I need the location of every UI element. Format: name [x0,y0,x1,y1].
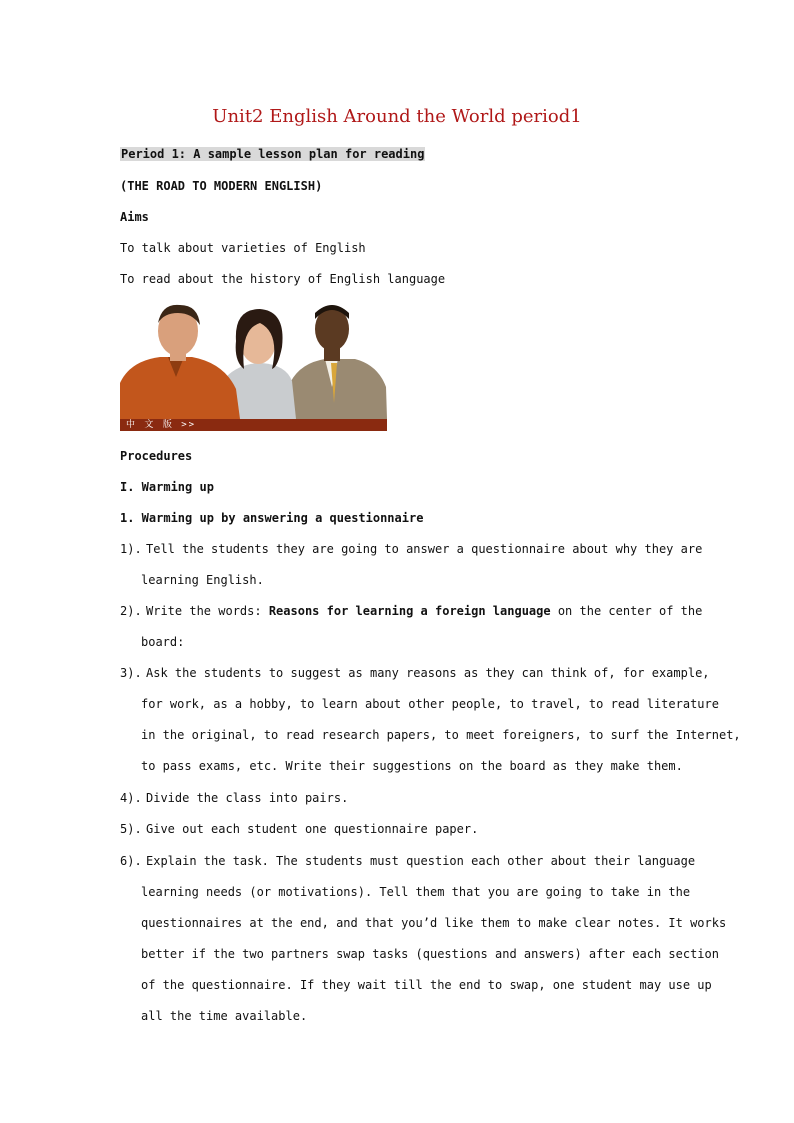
aims-label: Aims [120,210,149,224]
photo-caption-bar [120,419,387,431]
section-warming-up: I. Warming up [120,480,214,494]
page-title: Unit2 English Around the World period1 [212,106,582,127]
period-heading: Period 1: A sample lesson plan for reading [121,147,425,161]
aim-2: To read about the history of English language [120,272,446,286]
subtitle: (THE ROAD TO MODERN ENGLISH) [120,179,323,193]
subsection-questionnaire: 1. Warming up by answering a questionnaire [120,511,424,525]
document-page: Unit2 English Around the World period1 Period 1: A sample lesson plan for reading (THE ROAD TO MODERN ENGLISH) Aims To talk about varieties of English To read about the history of English language 中 文 版 >> Procedures I. Warming up 1. Warming up by answering a questionnaire 1). Tell the students they are going to answer a questionnaire about why they are learning English. 2). Write the words: Reasons for learning a foreign language on the center of the board: 3). Ask the students to suggest as many reasons as they can think of, for example, for work, as a hobby, to learn about other people, to travel, to read literature in the original, to read research papers, to meet foreigners, to surf the Internet, to pass exams, etc. Write their suggestions on the board as they make them. 4). Divide the class into pairs. 5). Give out each student one questionnaire paper. 6). Explain the task. The students must question each other about their language learning needs (or motivations). Tell them that you are going to take in the questionnaires at the end, and that you’d like them to make clear notes. It works better if the two partners swap tasks (questions and answers) after each section of the questionnaire. If they wait till the end to swap, one student may use up all the time available. [0,0,794,1123]
photo-caption: 中 文 版 >> [126,420,197,430]
emphasis-reasons: Reasons for learning a foreign language [268,604,551,618]
aim-1: To talk about varieties of English [120,241,366,255]
people-photo-icon [120,303,387,419]
people-photo [120,303,387,431]
procedures-label: Procedures [120,449,193,463]
